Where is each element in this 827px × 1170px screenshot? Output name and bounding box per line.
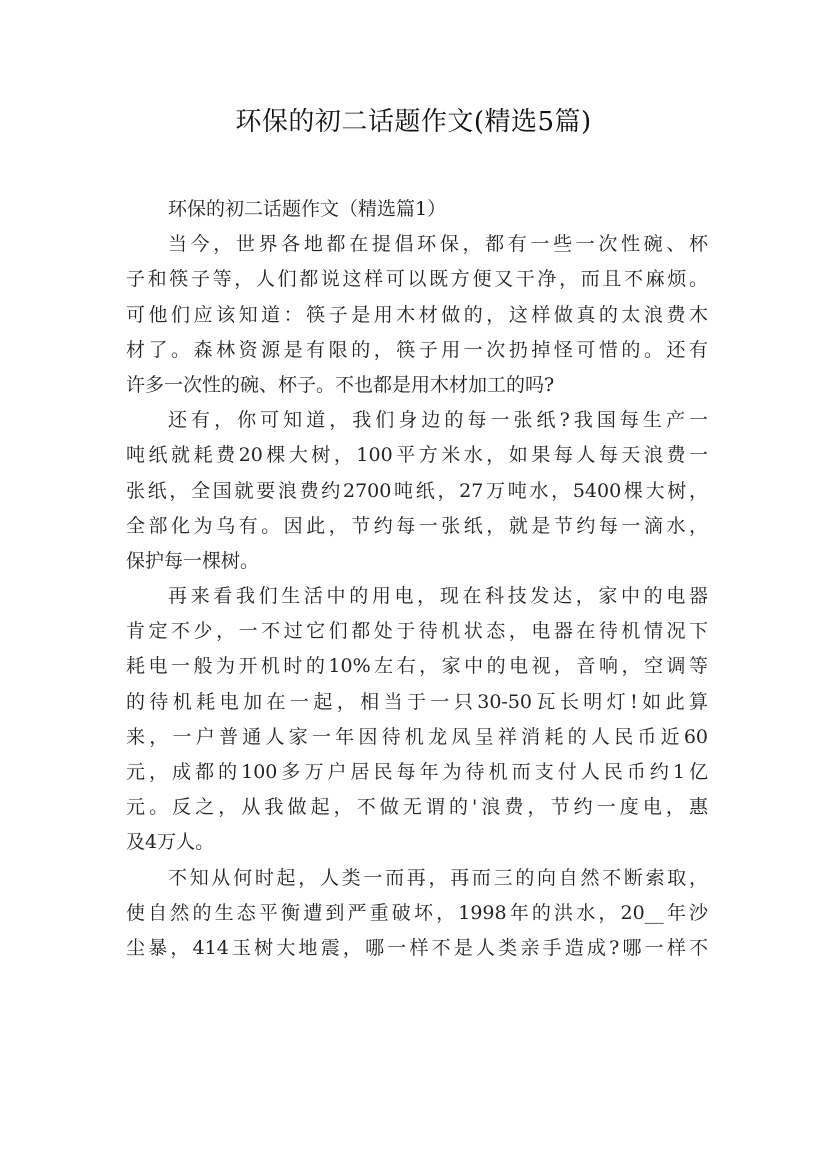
text-line: 环保的初二话题作文（精选篇1） (168, 198, 447, 220)
text-line: 子和筷子等，人们都说这样可以既方便又干净，而且不麻烦。 (126, 268, 708, 291)
text-line: 不知从何时起，人类一而再，再而三的向自然不断索取， (168, 866, 708, 889)
document-body (126, 192, 708, 966)
text-line: 尘暴，414玉树大地震，哪一样不是人类亲手造成?哪一样不 (126, 936, 708, 959)
text-line: 再来看我们生活中的用电，现在科技发达，家中的电器 (168, 585, 708, 608)
text-line: 的待机耗电加在一起，相当于一只30-50瓦长明灯!如此算 (126, 690, 708, 713)
text-line: 肯定不少，一不过它们都处于待机状态，电器在待机情况下 (126, 620, 708, 643)
text-line: 材了。森林资源是有限的，筷子用一次扔掉怪可惜的。还有 (126, 338, 708, 361)
document-title: 环保的初二话题作文(精选5篇) (235, 107, 592, 137)
text-line: 张纸，全国就要浪费约2700吨纸，27万吨水，5400棵大树， (126, 479, 708, 502)
text-line: 吨纸就耗费20棵大树，100平方米水，如果每人每天浪费一 (126, 444, 708, 467)
text-line: 许多一次性的碗、杯子。不也都是用木材加工的吗? (126, 373, 555, 396)
text-line: 及4万人。 (126, 831, 215, 854)
text-line: 来，一户普通人家一年因待机龙凤呈祥消耗的人民币近60 (126, 725, 708, 748)
text-line: 可他们应该知道：筷子是用木材做的，这样做真的太浪费木 (126, 303, 708, 326)
text-line: 耗电一般为开机时的10%左右，家中的电视，音响，空调等 (126, 655, 708, 678)
text-line: 元。反之，从我做起，不做无谓的'浪费，节约一度电，惠 (126, 796, 708, 819)
text-line: 当今，世界各地都在提倡环保，都有一些一次性碗、杯 (168, 233, 708, 256)
text-line: 元，成都的100多万户居民每年为待机而支付人民币约1亿 (126, 761, 708, 783)
text-line: 全部化为乌有。因此，节约每一张纸，就是节约每一滴水， (126, 514, 708, 537)
text-line: 还有，你可知道，我们身边的每一张纸?我国每生产一 (168, 409, 708, 432)
text-line: 使自然的生态平衡遭到严重破坏，1998年的洪水，20__年沙 (126, 901, 708, 924)
text-line: 保护每一棵树。 (126, 549, 260, 572)
